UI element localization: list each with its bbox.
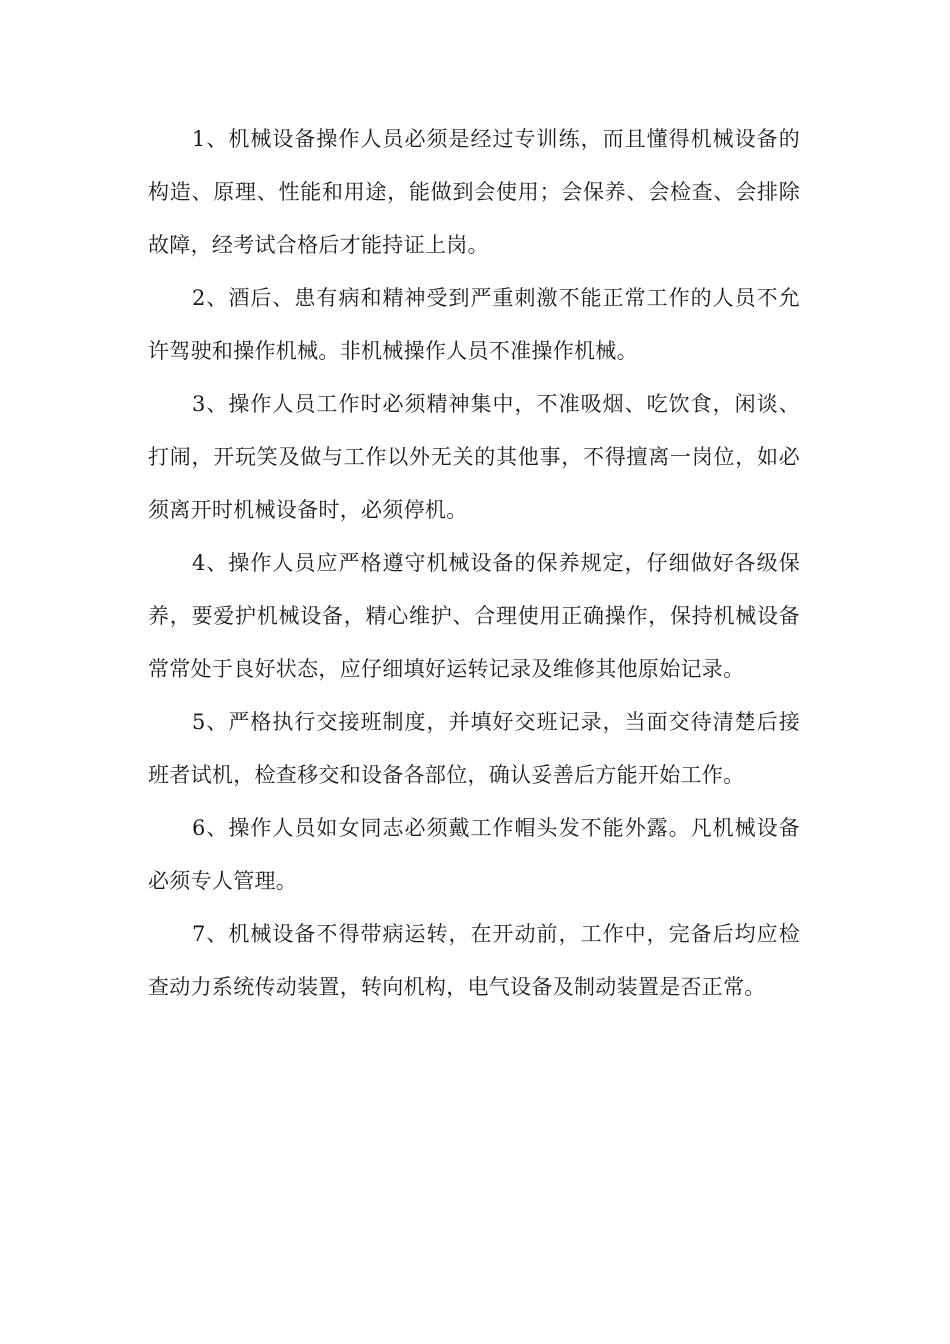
paragraph-4: 4、操作人员应严格遵守机械设备的保养规定，仔细做好各级保养，要爱护机械设备，精心维护、合理使用正确操作，保持机械设备常常处于良好状态，应仔细填好运转记录及维修其他原始记录。 bbox=[148, 551, 800, 681]
paragraph-1: 1、机械设备操作人员必须是经过专训练，而且懂得机械设备的构造、原理、性能和用途，能做到会使用；会保养、会检查、会排除故障，经考试合格后才能持证上岗。 bbox=[148, 127, 800, 257]
paragraph-3: 3、操作人员工作时必须精神集中，不准吸烟、吃饮食，闲谈、打闹，开玩笑及做与工作以外无关的其他事，不得擅离一岗位，如必须离开时机械设备时，必须停机。 bbox=[148, 392, 800, 522]
paragraph-6: 6、操作人员如女同志必须戴工作帽头发不能外露。凡机械设备必须专人管理。 bbox=[148, 816, 800, 893]
paragraph-2: 2、酒后、患有病和精神受到严重刺激不能正常工作的人员不允许驾驶和操作机械。非机械操作人员不准操作机械。 bbox=[148, 286, 800, 363]
paragraph-7: 7、机械设备不得带病运转，在开动前，工作中，完备后均应检查动力系统传动装置，转向机构，电气设备及制动装置是否正常。 bbox=[148, 922, 800, 999]
paragraph-5: 5、严格执行交接班制度，并填好交班记录，当面交待清楚后接班者试机，检查移交和设备各部位，确认妥善后方能开始工作。 bbox=[148, 710, 800, 787]
document-body bbox=[148, 113, 800, 1014]
